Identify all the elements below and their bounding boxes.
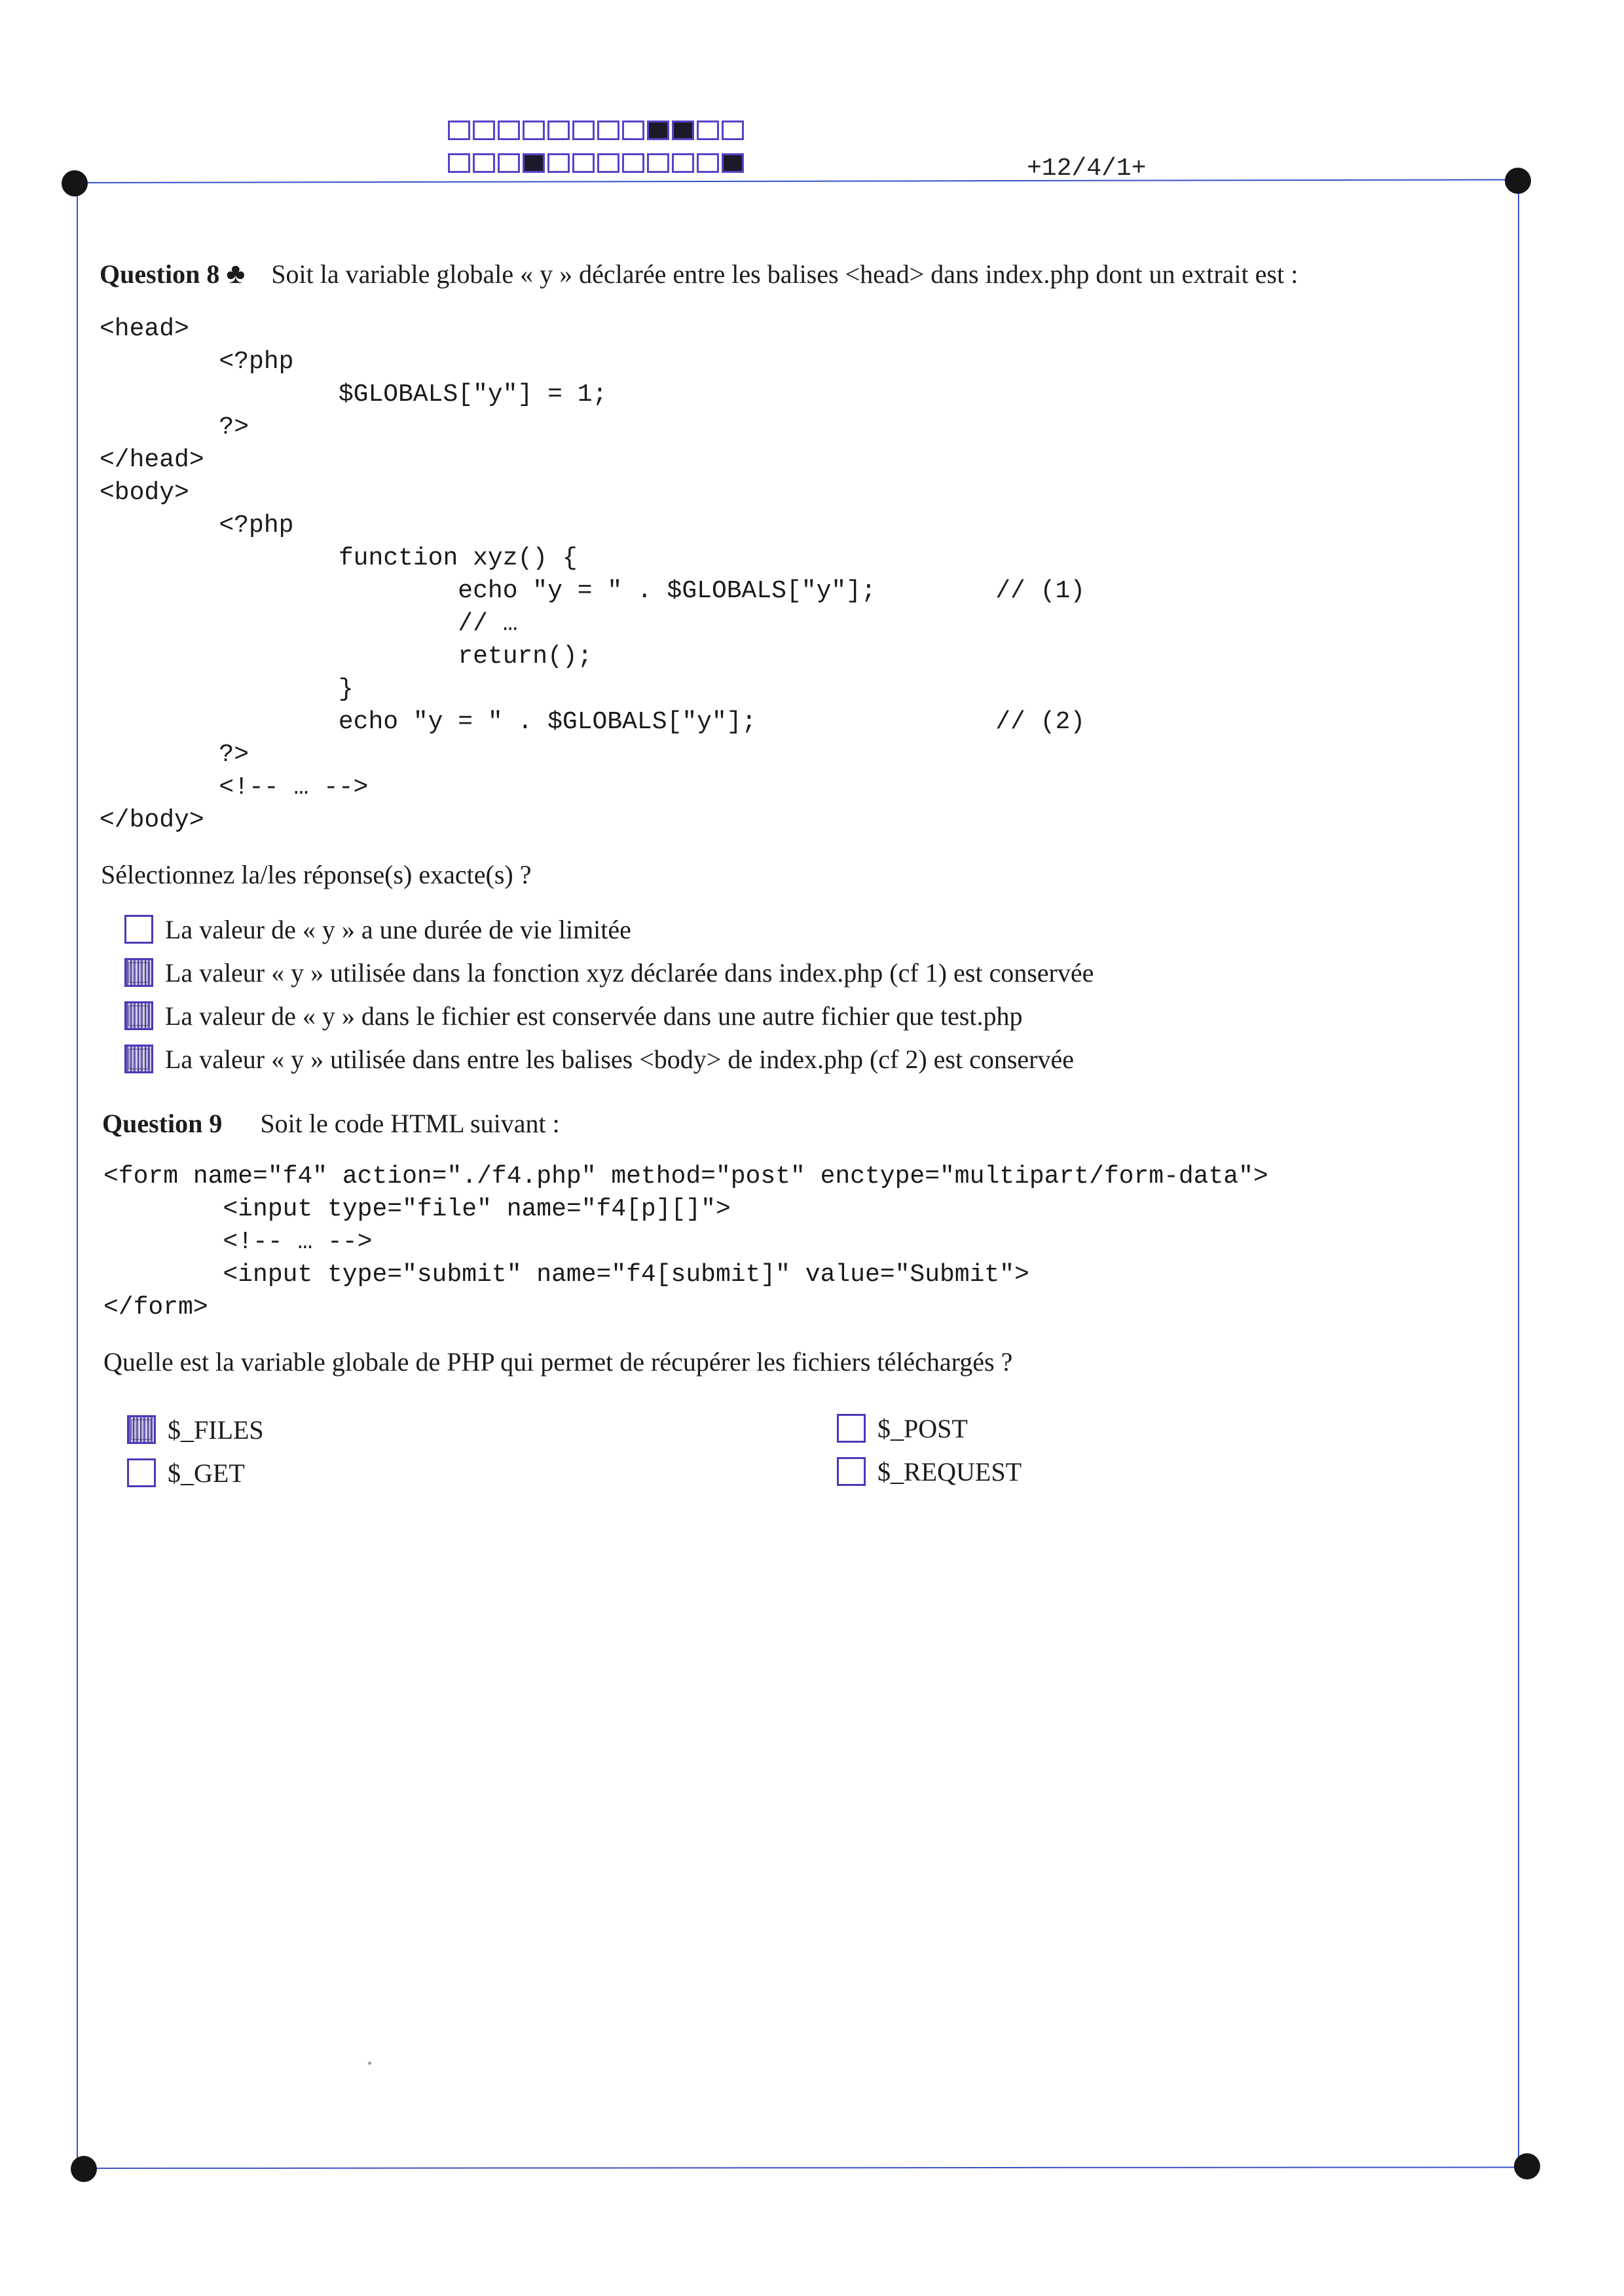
question-9-code: <form name="f4" action="./f4.php" method="post" enctype="multipart/form-data"> <input type="file" name="f4[p][]"> <!-- … --> <input type="submit" name="f4[submit]" value="Submit"> </form> (103, 1162, 1268, 1322)
code-box-empty (597, 120, 619, 140)
binary-code-row-1 (448, 120, 744, 140)
binary-code-row-2 (448, 153, 744, 173)
answer-checkbox[interactable] (837, 1414, 866, 1443)
answer-checkbox[interactable] (124, 1045, 153, 1073)
answer-label: La valeur « y » utilisée dans la fonction xyz déclarée dans index.php (cf 1) est conservée (165, 957, 1094, 988)
code-box-empty (697, 153, 719, 173)
question-8-header (100, 257, 1298, 290)
answer-checkbox-item[interactable] (837, 1407, 1022, 1450)
corner-marker-bottom-left (71, 2156, 97, 2182)
answer-checkbox-item[interactable] (124, 1037, 1094, 1081)
answer-label: La valeur de « y » a une durée de vie limitée (165, 914, 631, 944)
scan-speck (368, 2062, 371, 2065)
answer-label: La valeur « y » utilisée dans entre les balises <body> de index.php (cf 2) est conservée (165, 1044, 1075, 1074)
page-frame-right (1518, 181, 1519, 2169)
club-icon: ♣ (226, 257, 246, 289)
code-box-empty (473, 120, 495, 140)
corner-marker-bottom-right (1514, 2153, 1540, 2179)
answer-checkbox[interactable] (124, 915, 153, 944)
question-8-code: <head> <?php $GLOBALS["y"] = 1; ?> </head> <body> <?php function xyz() { echo "y = " . $GLOBALS["y"]; // (1) // … return(); } echo "y = " . $GLOBALS["y"]; // (2) ?> <!-- … --> </body> (100, 315, 1086, 834)
answer-label: $_POST (877, 1413, 968, 1443)
page-frame-bottom (84, 2166, 1528, 2169)
answer-checkbox[interactable] (127, 1415, 156, 1444)
question-9-answers-right (837, 1407, 1022, 1493)
answer-checkbox-item[interactable] (837, 1450, 1022, 1493)
answer-label: $_GET (168, 1458, 245, 1488)
answer-checkbox-item[interactable] (124, 994, 1094, 1037)
answer-checkbox[interactable] (837, 1457, 866, 1486)
code-box-empty (448, 153, 470, 173)
code-box-empty (572, 120, 595, 140)
answer-checkbox[interactable] (127, 1458, 156, 1487)
code-box-empty (498, 120, 520, 140)
question-8-instruction: Sélectionnez la/les réponse(s) exacte(s) ? (101, 860, 532, 889)
code-box-empty (448, 120, 470, 140)
answer-checkbox[interactable] (124, 1001, 153, 1030)
code-box-empty (547, 153, 570, 173)
code-box-empty (498, 153, 520, 173)
code-box-filled (672, 120, 694, 140)
answer-checkbox-item[interactable] (124, 951, 1094, 994)
question-9-question: Quelle est la variable globale de PHP qui permet de récupérer les fichiers téléchargés ? (103, 1347, 1013, 1377)
sheet-id: +12/4/1+ (1027, 155, 1147, 183)
code-box-empty (597, 153, 619, 173)
question-9-prompt: Soit le code HTML suivant : (260, 1109, 560, 1138)
page-frame-left (77, 183, 78, 2169)
answer-label: La valeur de « y » dans le fichier est conservée dans une autre fichier que test.php (165, 1001, 1023, 1031)
code-box-empty (722, 120, 744, 140)
answer-label: $_FILES (168, 1415, 264, 1445)
question-9-title: Question 9 (102, 1109, 223, 1138)
code-box-empty (547, 120, 570, 140)
code-box-empty (697, 120, 719, 140)
code-box-empty (473, 153, 495, 173)
answer-checkbox-item[interactable] (127, 1451, 264, 1494)
code-box-empty (572, 153, 595, 173)
corner-marker-top-right (1505, 168, 1531, 194)
answer-checkbox-item[interactable] (127, 1408, 264, 1451)
code-box-filled (647, 120, 669, 140)
question-8-title: Question 8 (100, 259, 220, 289)
question-8-prompt: Soit la variable globale « y » déclarée entre les balises <head> dans index.php dont un extrait est : (271, 259, 1299, 289)
answer-checkbox[interactable] (124, 958, 153, 987)
answer-checkbox-item[interactable] (124, 908, 1094, 951)
code-box-filled (722, 153, 744, 173)
corner-marker-top-left (62, 170, 88, 196)
code-box-empty (523, 120, 545, 140)
code-box-empty (622, 153, 644, 173)
code-box-filled (523, 153, 545, 173)
code-box-empty (622, 120, 644, 140)
code-box-empty (647, 153, 669, 173)
page-frame-top (77, 179, 1518, 183)
question-9-answers-left (127, 1408, 264, 1494)
answer-label: $_REQUEST (877, 1456, 1022, 1487)
question-9-header (102, 1108, 560, 1139)
code-box-empty (672, 153, 694, 173)
question-8-answers (124, 908, 1094, 1081)
